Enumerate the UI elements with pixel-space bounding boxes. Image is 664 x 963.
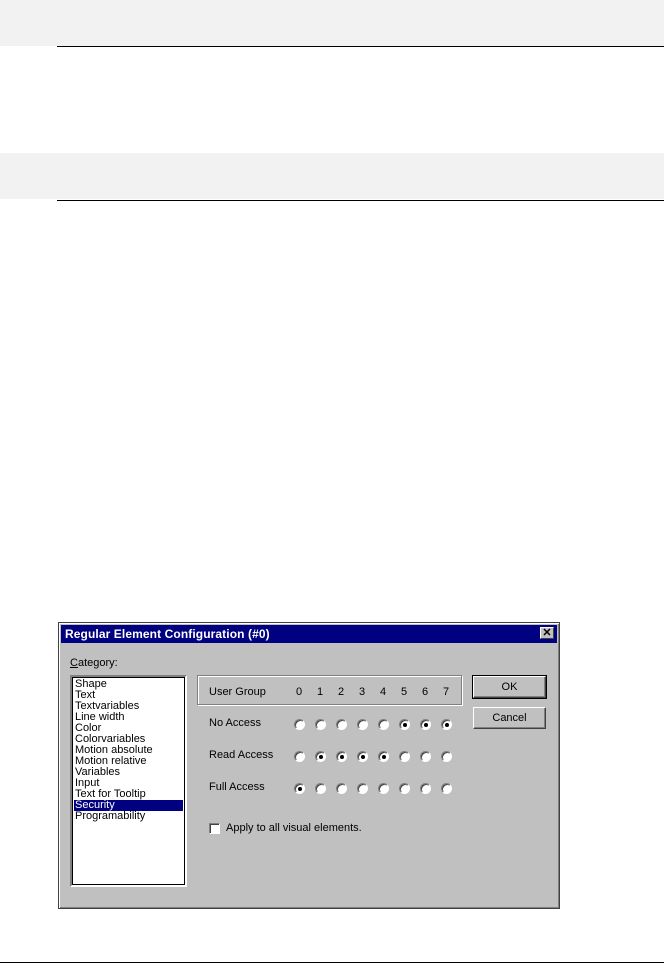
dialog-title: Regular Element Configuration (#0)	[65, 627, 270, 641]
access-radio[interactable]	[378, 719, 389, 730]
access-radio[interactable]	[378, 751, 389, 762]
access-radio[interactable]	[441, 719, 452, 730]
access-radio[interactable]	[336, 751, 347, 762]
access-radio[interactable]	[399, 751, 410, 762]
access-radio[interactable]	[315, 751, 326, 762]
access-radio[interactable]	[357, 719, 368, 730]
access-radio[interactable]	[399, 719, 410, 730]
access-row-label: Read Access	[209, 749, 274, 761]
apply-to-all-label: Apply to all visual elements.	[226, 822, 362, 834]
category-listbox[interactable]	[70, 675, 187, 887]
access-radio[interactable]	[399, 783, 410, 794]
category-item[interactable]: Color	[75, 722, 102, 734]
user-group-label: User Group	[209, 686, 266, 698]
category-item[interactable]: Security	[74, 800, 183, 811]
category-item[interactable]: Motion absolute	[75, 744, 153, 756]
category-item[interactable]: Text	[75, 689, 96, 701]
access-radio[interactable]	[441, 751, 452, 762]
access-radio[interactable]	[294, 719, 305, 730]
second-header-band	[0, 153, 664, 199]
top-header-band	[0, 0, 664, 46]
close-icon: ✕	[542, 627, 552, 639]
access-row-label: Full Access	[209, 781, 265, 793]
category-item[interactable]: Line width	[75, 711, 125, 723]
access-radio[interactable]	[336, 719, 347, 730]
category-label: Category:	[70, 657, 118, 669]
access-radio[interactable]	[315, 783, 326, 794]
user-group-number: 6	[421, 686, 429, 698]
second-header-rule	[57, 200, 664, 201]
access-radio[interactable]	[294, 751, 305, 762]
category-item[interactable]: Text for Tooltip	[75, 788, 146, 800]
access-radio[interactable]	[420, 783, 431, 794]
category-item[interactable]: Colorvariables	[75, 733, 146, 745]
ok-button[interactable]: OK	[473, 676, 546, 698]
close-button[interactable]	[540, 627, 554, 639]
access-radio[interactable]	[357, 751, 368, 762]
user-group-number: 2	[337, 686, 345, 698]
user-group-number: 7	[442, 686, 450, 698]
access-radio[interactable]	[441, 783, 452, 794]
element-configuration-dialog	[58, 622, 560, 909]
user-group-number: 5	[400, 686, 408, 698]
category-item[interactable]: Textvariables	[75, 700, 140, 712]
category-item[interactable]: Programability	[75, 810, 146, 822]
access-radio[interactable]	[315, 719, 326, 730]
category-item[interactable]: Shape	[75, 678, 107, 690]
category-item[interactable]: Variables	[75, 766, 121, 778]
user-group-number: 4	[379, 686, 387, 698]
access-radio[interactable]	[378, 783, 389, 794]
cancel-button[interactable]: Cancel	[473, 707, 546, 729]
access-radio[interactable]	[420, 719, 431, 730]
category-item[interactable]: Motion relative	[75, 755, 147, 767]
user-group-number: 0	[295, 686, 303, 698]
category-item[interactable]: Input	[75, 777, 100, 789]
access-row-label: No Access	[209, 717, 261, 729]
access-radio[interactable]	[357, 783, 368, 794]
apply-to-all-checkbox[interactable]	[209, 823, 220, 834]
access-radio[interactable]	[336, 783, 347, 794]
header-rule	[57, 46, 664, 47]
access-radio[interactable]	[420, 751, 431, 762]
user-group-number: 3	[358, 686, 366, 698]
dialog-titlebar[interactable]	[61, 625, 557, 643]
access-radio[interactable]	[294, 783, 305, 794]
user-group-number: 1	[316, 686, 324, 698]
